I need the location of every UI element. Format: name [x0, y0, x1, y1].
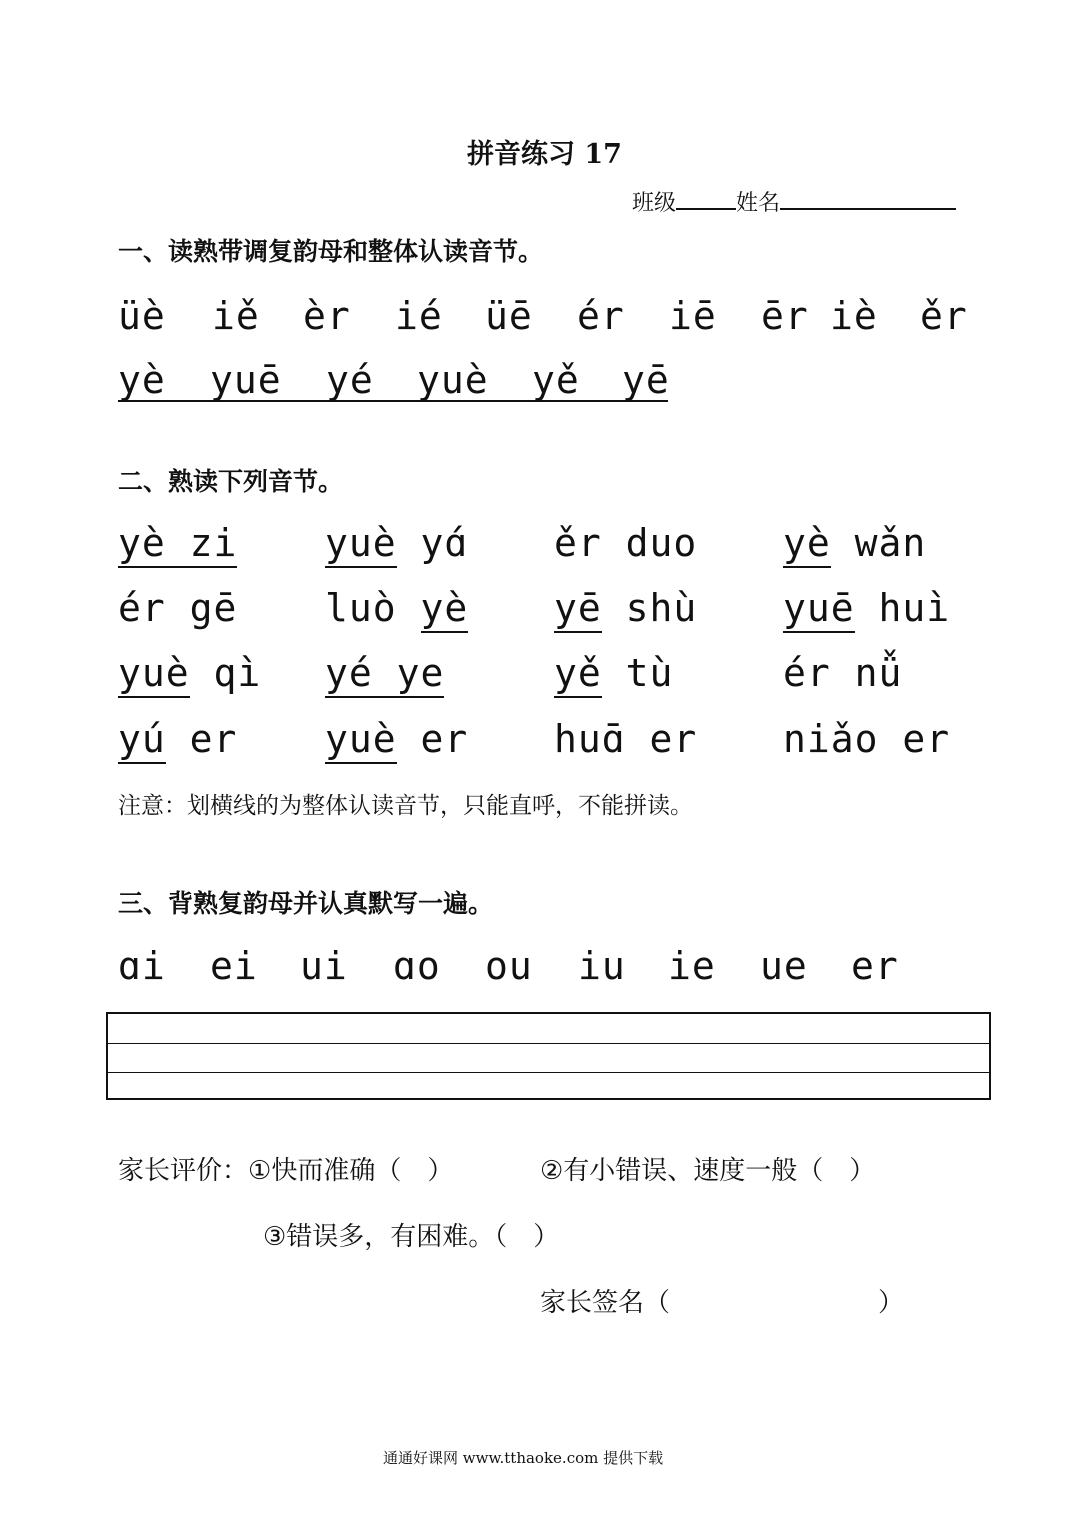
final-item: ue: [760, 944, 808, 988]
evaluation-label: 家长评价：: [118, 1156, 249, 1186]
evaluation-option-1[interactable]: ①快而准确（ ）: [248, 1156, 454, 1186]
syllable: yě: [532, 358, 580, 402]
writing-box[interactable]: [106, 1012, 991, 1100]
final-item: ou: [485, 944, 533, 988]
section2-heading: 二、熟读下列音节。: [118, 467, 344, 496]
syllable: ēr: [761, 294, 809, 338]
word-item: yú er: [118, 717, 237, 761]
final-item: iu: [578, 944, 626, 988]
word-item: huɑ̄ er: [554, 717, 698, 761]
class-name-line: [632, 186, 956, 217]
syllable: yē: [622, 358, 670, 402]
word-item: yě tù: [554, 651, 673, 695]
evaluation-row1: [118, 1150, 453, 1187]
evaluation-option-2[interactable]: ②有小错误、速度一般（ ）: [540, 1156, 876, 1186]
syllable: iě: [212, 294, 260, 338]
syllable: yé: [326, 358, 374, 402]
class-label: 班级: [632, 191, 677, 216]
word-item: ěr duo: [554, 521, 698, 565]
name-blank: [780, 186, 956, 210]
syllable: èr: [303, 294, 351, 338]
word-item: ér gē: [118, 586, 238, 630]
word-item: yè wǎn: [783, 521, 926, 565]
footer-text: 通通好课网 www.tthaoke.com 提供下载: [383, 1449, 664, 1467]
word-item: yé ye: [325, 651, 444, 695]
word-item: ér nǚ: [783, 651, 903, 695]
final-item: ei: [210, 944, 258, 988]
syllable: ié: [395, 294, 443, 338]
writing-line: [108, 1072, 989, 1073]
syllable: yè: [118, 358, 166, 402]
syllable: yuè: [417, 358, 489, 402]
syllable: üè: [118, 294, 166, 338]
word-item: yuè qì: [118, 651, 261, 695]
word-item: niǎo er: [783, 717, 951, 761]
final-item: ui: [300, 944, 348, 988]
syllable: iē: [669, 294, 717, 338]
word-item: yuè er: [325, 717, 468, 761]
row2-underline: [118, 400, 668, 402]
syllable: üē: [485, 294, 533, 338]
syllable: yuē: [210, 358, 282, 402]
word-item: yè zi: [118, 521, 237, 565]
final-item: er: [851, 944, 899, 988]
section3-heading: 三、背熟复韵母并认真默写一遍。: [118, 889, 494, 918]
word-item: yuè yɑ́: [325, 521, 468, 565]
section1-heading: 一、读熟带调复韵母和整体认读音节。: [118, 237, 544, 266]
final-item: ɑi: [118, 944, 166, 988]
word-item: yē shù: [554, 586, 697, 630]
evaluation-option-3[interactable]: ③错误多，有困难。（ ）: [263, 1222, 560, 1252]
word-item: luò yè: [325, 586, 468, 630]
final-item: ie: [668, 944, 716, 988]
writing-line: [108, 1043, 989, 1044]
note-text: 注意：划横线的为整体认读音节，只能直呼，不能拼读。: [118, 793, 693, 819]
page-title: 拼音练习 17: [467, 139, 622, 170]
final-item: ɑo: [393, 944, 441, 988]
syllable: iè: [830, 294, 878, 338]
word-item: yuē huì: [783, 586, 950, 630]
name-label: 姓名: [736, 191, 781, 216]
syllable: ér: [577, 294, 625, 338]
class-blank: [676, 186, 736, 210]
parent-signature[interactable]: 家长签名（ ）: [540, 1288, 905, 1318]
syllable: ěr: [920, 294, 968, 338]
